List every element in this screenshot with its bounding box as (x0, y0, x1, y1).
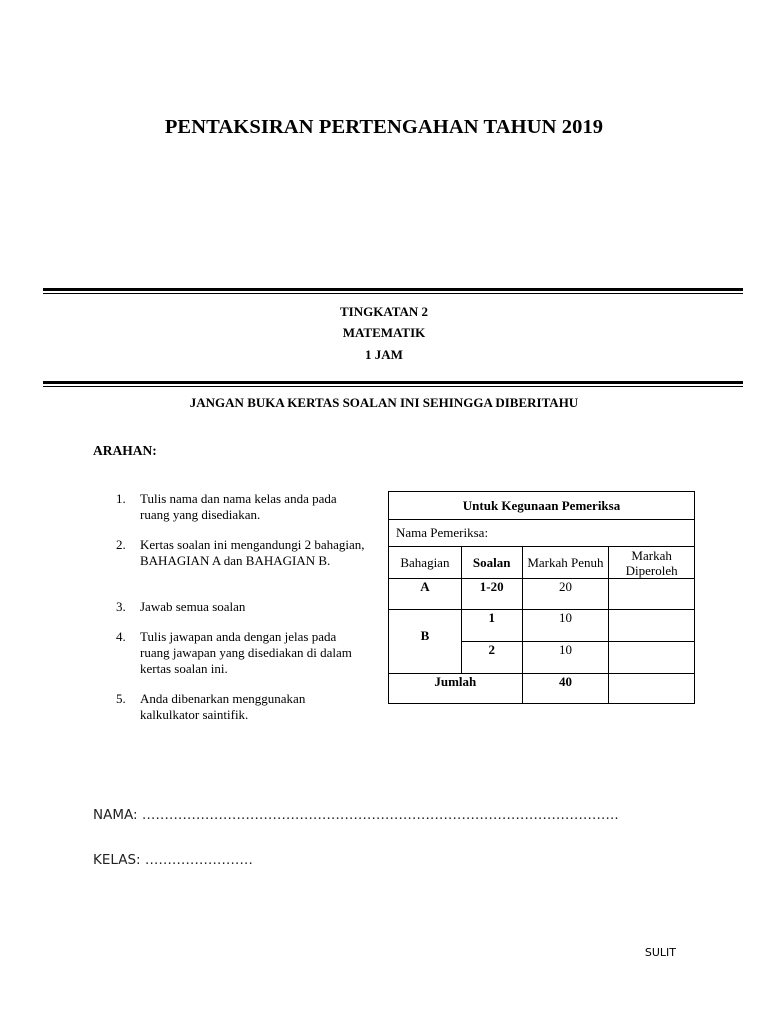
col-header-full-marks: Markah Penuh (522, 547, 609, 579)
marks-obtained-cell[interactable] (609, 610, 695, 642)
question-cell: 1-20 (461, 579, 522, 610)
form-level: TINGKATAN 2 (340, 304, 428, 319)
total-row (389, 674, 695, 704)
class-label: KELAS: (93, 852, 141, 868)
col-header-marks-obtained: Markah Diperoleh (609, 547, 695, 579)
classification-label: SULIT (644, 946, 676, 959)
instruction-number: 5. (116, 691, 126, 706)
section-cell: A (389, 579, 462, 610)
bottom-divider (43, 381, 743, 387)
examiner-name-label: Nama Pemeriksa: (389, 520, 695, 547)
examiner-table (388, 491, 695, 704)
top-divider (43, 288, 743, 294)
total-label: Jumlah (389, 674, 523, 704)
name-field[interactable] (93, 807, 619, 823)
instruction-text: Jawab semua soalan (140, 599, 246, 614)
total-full-marks: 40 (522, 674, 609, 704)
instruction-number: 3. (116, 599, 126, 614)
full-marks-cell: 10 (522, 642, 609, 674)
instruction-item (116, 691, 366, 723)
name-dotted-line[interactable]: ……………………………………………………………………………………………. (141, 807, 619, 823)
duration: 1 JAM (365, 347, 403, 362)
instruction-text: Kertas soalan ini mengandungi 2 bahagian, BAHAGIAN A dan BAHAGIAN B. (140, 537, 365, 568)
instruction-item (116, 491, 366, 523)
table-row (389, 610, 695, 642)
question-cell: 2 (461, 642, 522, 674)
col-header-question: Soalan (461, 547, 522, 579)
instruction-number: 2. (116, 537, 126, 552)
marks-obtained-cell[interactable] (609, 642, 695, 674)
examiner-table-title: Untuk Kegunaan Pemeriksa (389, 492, 695, 520)
full-marks-cell: 20 (522, 579, 609, 610)
instruction-item (116, 629, 366, 677)
col-header-section: Bahagian (389, 547, 462, 579)
instruction-text: Tulis nama dan nama kelas anda pada ruang yang disediakan. (140, 491, 337, 522)
warning-notice: JANGAN BUKA KERTAS SOALAN INI SEHINGGA DIBERITAHU (189, 395, 579, 410)
class-field[interactable] (93, 852, 253, 868)
question-cell: 1 (461, 610, 522, 642)
class-dotted-line[interactable]: …………………… (144, 852, 253, 868)
section-cell: B (389, 610, 462, 674)
instruction-number: 4. (116, 629, 126, 644)
instruction-number: 1. (116, 491, 126, 506)
instruction-item (116, 599, 366, 615)
instructions-heading: ARAHAN: (93, 443, 157, 458)
table-row (389, 579, 695, 610)
instruction-item (116, 537, 366, 569)
total-marks-obtained-cell[interactable] (609, 674, 695, 704)
subject: MATEMATIK (342, 325, 426, 340)
marks-obtained-cell[interactable] (609, 579, 695, 610)
page-title: PENTAKSIRAN PERTENGAHAN TAHUN 2019 (164, 116, 604, 138)
full-marks-cell: 10 (522, 610, 609, 642)
name-label: NAMA: (93, 807, 138, 823)
instruction-text: Anda dibenarkan menggunakan kalkulkator saintifik. (140, 691, 306, 722)
instruction-text: Tulis jawapan anda dengan jelas pada ruang jawapan yang disediakan di dalam kertas soalan ini. (140, 629, 352, 676)
